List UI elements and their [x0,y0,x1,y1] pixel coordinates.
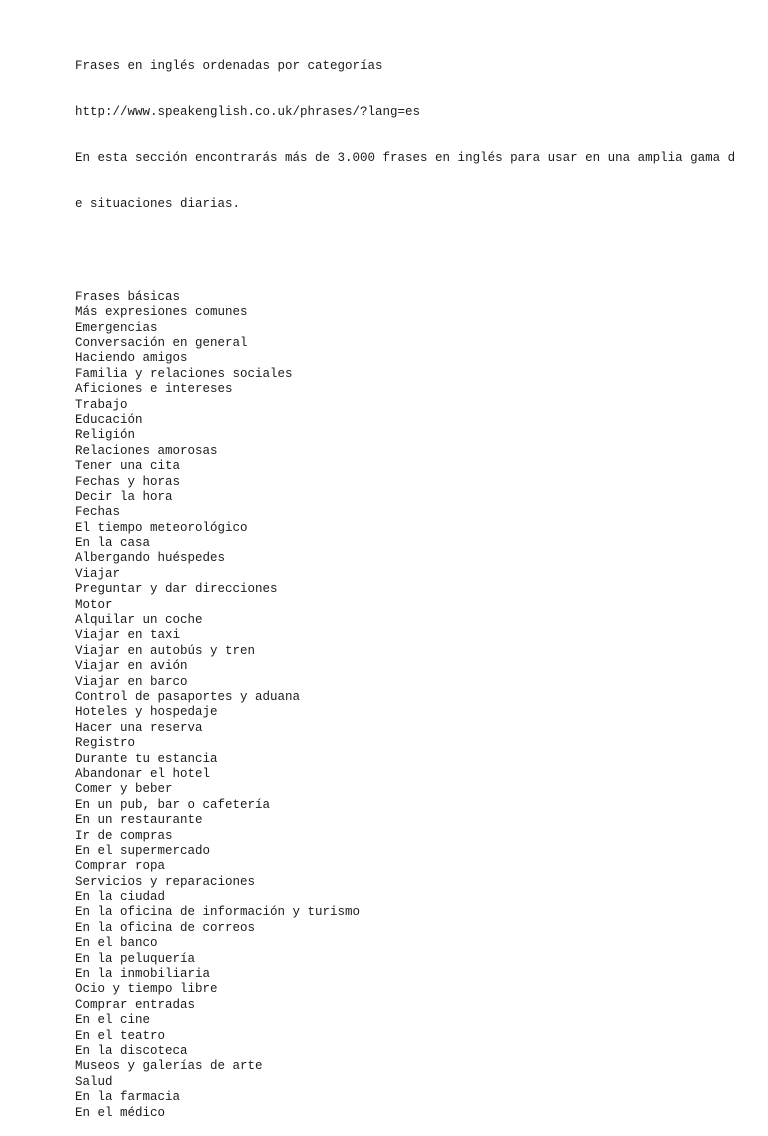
category-item: En la peluquería [75,951,196,966]
category-item: Tener una cita [75,459,181,474]
category-item: Educación [75,412,143,427]
category-item: Religión [75,428,136,443]
category-item: En la oficina de correos [75,920,256,935]
category-item: Durante tu estancia [75,751,218,766]
category-item: Servicios y reparaciones [75,874,256,889]
category-item: Conversación en general [75,336,248,350]
category-item: Fechas [75,505,121,520]
category-item: En la discoteca [75,1043,188,1058]
category-item: En un pub, bar o cafetería [75,797,271,812]
category-item: En la oficina de información y turismo [75,905,361,920]
category-item: Albergando huéspedes [75,551,226,566]
category-item: En el banco [75,936,158,951]
category-item: Comer y beber [75,782,173,797]
category-item: Emergencias [75,320,158,335]
category-item: Aficiones e intereses [75,382,233,397]
source-url[interactable]: http://www.speakenglish.co.uk/phrases/?lang=es [75,105,421,120]
category-item: Viajar en avión [75,659,188,674]
category-item: En el supermercado [75,843,211,858]
category-item: En el médico [75,1105,166,1120]
document-page [75,28,755,1136]
category-item: Hacer una reserva [75,720,203,735]
category-item: Registro [75,736,136,751]
intro-text-line-2: e situaciones diarias. [75,197,241,212]
category-item: En la ciudad [75,890,166,905]
category-list [75,290,755,1121]
category-item: Motor [75,597,113,612]
category-item: En la casa [75,536,151,551]
category-item: Alquilar un coche [75,613,203,628]
category-item: Más expresiones comunes [75,305,248,320]
category-item: En el teatro [75,1028,166,1043]
category-item: Viajar en barco [75,674,188,689]
category-item: Salud [75,1074,113,1089]
intro-text-line-1: En esta sección encontrarás más de 3.000 frases en inglés para usar en una amplia gama d [75,151,736,166]
category-item: Relaciones amorosas [75,443,218,458]
category-item: En la inmobiliaria [75,967,211,982]
category-item: Haciendo amigos [75,351,188,366]
category-item: Familia y relaciones sociales [75,366,293,381]
category-item: Control de pasaportes y aduana [75,689,301,704]
document-title: Frases en inglés ordenadas por categorías [75,58,383,73]
category-item: Viajar en taxi [75,628,181,643]
category-item: Hoteles y hospedaje [75,705,218,720]
category-item: Trabajo [75,397,128,412]
category-item: Viajar en autobús y tren [75,643,256,658]
category-item: Comprar ropa [75,859,166,874]
category-item: Museos y galerías de arte [75,1059,263,1074]
category-item: Decir la hora [75,489,173,504]
category-item: Ir de compras [75,828,173,843]
blank-line [75,244,755,259]
category-item: Fechas y horas [75,474,181,489]
category-item: Abandonar el hotel [75,766,211,781]
category-item: Ocio y tiempo libre [75,982,218,997]
category-item: Frases básicas [75,289,181,304]
category-item: Comprar entradas [75,997,196,1012]
category-item: En la farmacia [75,1090,181,1105]
category-item: Preguntar y dar direcciones [75,582,278,597]
category-item: En el cine [75,1013,151,1028]
category-item: En un restaurante [75,813,203,828]
category-item: El tiempo meteorológico [75,520,248,535]
category-item: Viajar [75,566,121,581]
